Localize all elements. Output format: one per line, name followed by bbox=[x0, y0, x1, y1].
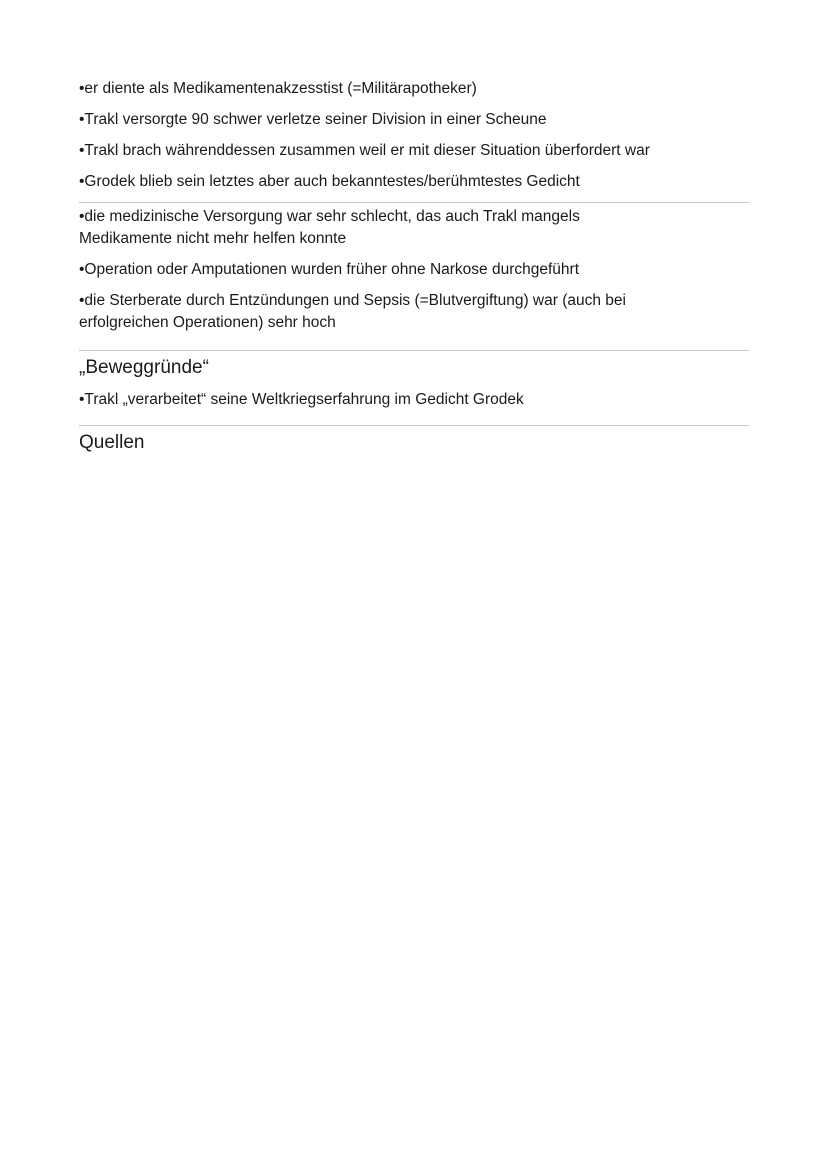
intro-bullet-1: •er diente als Medikamentenakzesstist (=Militärapotheker) bbox=[79, 80, 477, 97]
motives-bullet-1: •Trakl „verarbeitet“ seine Weltkriegserfahrung im Gedicht Grodek bbox=[79, 391, 524, 408]
intro-bullet-2: •Trakl versorgte 90 schwer verletze seiner Division in einer Scheune bbox=[79, 111, 547, 128]
intro-bullet-4: •Grodek blieb sein letztes aber auch bekanntestes/berühmtestes Gedicht bbox=[79, 173, 580, 190]
medical-bullet-1: •die medizinische Versorgung war sehr schlecht, das auch Trakl mangels Medikamente nicht mehr helfen konnte bbox=[79, 208, 585, 247]
medical-bullet-2: •Operation oder Amputationen wurden früher ohne Narkose durchgeführt bbox=[79, 261, 580, 278]
motives-heading: „Beweggründe“ bbox=[79, 357, 209, 378]
intro-section bbox=[79, 78, 749, 193]
medical-bullet-3: •die Sterberate durch Entzündungen und Sepsis (=Blutvergiftung) war (auch bei erfolgreichen Operationen) sehr hoch bbox=[79, 292, 631, 331]
sources-heading: Quellen bbox=[79, 432, 145, 453]
medical-section bbox=[79, 202, 749, 334]
sources-section bbox=[79, 425, 749, 456]
intro-bullet-3: •Trakl brach währenddessen zusammen weil er mit dieser Situation überfordert war bbox=[79, 142, 650, 159]
motives-section bbox=[79, 350, 749, 411]
document-page bbox=[79, 78, 749, 464]
